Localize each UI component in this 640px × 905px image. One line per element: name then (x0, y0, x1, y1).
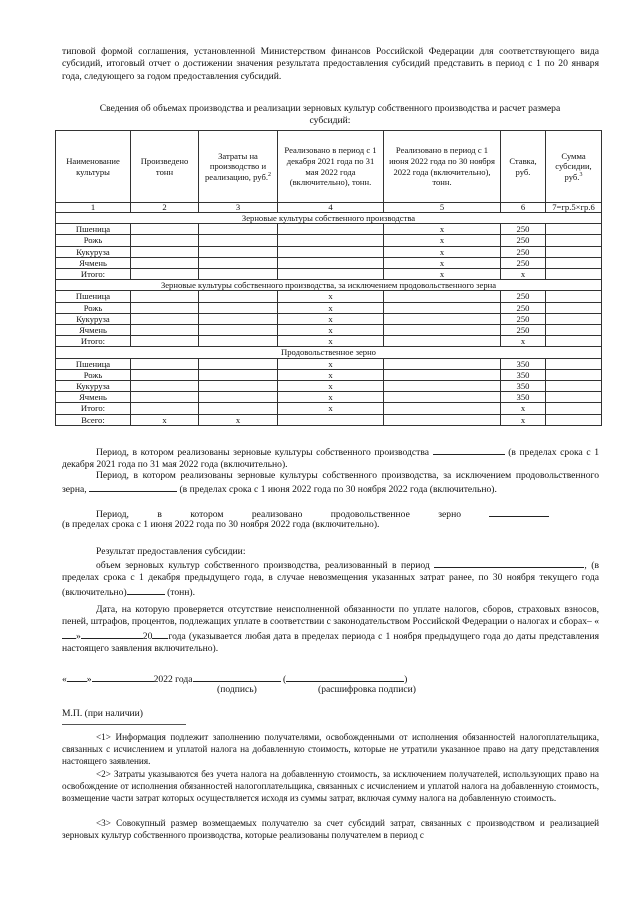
data-cell: x (384, 246, 501, 257)
data-cell: x (384, 269, 501, 280)
result-period-field[interactable] (434, 558, 584, 568)
footnote-divider (62, 724, 186, 725)
data-cell[interactable] (131, 403, 199, 414)
data-cell: 250 (501, 246, 546, 257)
culture-name-cell: Пшеница (56, 291, 131, 302)
stamp-label: М.П. (при наличии) (62, 708, 143, 719)
signature-label: (подпись) (217, 684, 257, 695)
data-cell: x (278, 358, 384, 369)
data-cell: x (278, 392, 384, 403)
data-cell[interactable] (546, 302, 602, 313)
data-cell[interactable] (546, 246, 602, 257)
data-cell[interactable] (131, 257, 199, 268)
data-cell[interactable] (384, 336, 501, 347)
data-cell: 250 (501, 325, 546, 336)
intro-paragraph (62, 46, 599, 83)
section-title: Зерновые культуры собственного производства, за исключением продовольственного зерна (56, 280, 602, 291)
table-title (95, 103, 565, 128)
data-cell: x (501, 403, 546, 414)
col-num: 7=гр.5×гр.6 (546, 203, 602, 213)
table-row (56, 381, 602, 392)
data-cell: 250 (501, 257, 546, 268)
table-section-row (56, 213, 602, 224)
culture-name-cell: Итого: (56, 403, 131, 414)
data-cell[interactable] (199, 269, 278, 280)
data-cell[interactable] (131, 358, 199, 369)
data-cell[interactable] (131, 369, 199, 380)
table-row (56, 325, 602, 336)
table-row (56, 392, 602, 403)
data-cell: x (278, 291, 384, 302)
col-num: 4 (278, 203, 384, 213)
data-cell[interactable] (278, 414, 384, 425)
intro-text: типовой формой соглашения, установленной Министерством финансов Российской Федерации для соответствующего вида субсидий, итоговый отчет о достижении значения результата предоставления субсидий представить в период с 1 по 20 января года, следующего за годом предоставления субсидий. (62, 46, 599, 82)
header-culture: Наименование культуры (56, 131, 131, 203)
table-header-row (56, 131, 602, 203)
header-produced: Произведено тонн (131, 131, 199, 203)
data-cell[interactable] (199, 235, 278, 246)
data-cell[interactable] (131, 291, 199, 302)
period-2 (62, 470, 599, 497)
header-rate: Ставка, руб. (501, 131, 546, 203)
data-cell: x (278, 381, 384, 392)
data-cell[interactable] (278, 246, 384, 257)
section-title: Продовольственное зерно (56, 347, 602, 358)
data-cell[interactable] (131, 313, 199, 324)
table-row (56, 235, 602, 246)
culture-name-cell: Пшеница (56, 224, 131, 235)
data-cell: 250 (501, 235, 546, 246)
data-cell[interactable] (199, 392, 278, 403)
data-cell: x (278, 336, 384, 347)
data-cell: x (384, 235, 501, 246)
table-row (56, 336, 602, 347)
signature-decode-label: (расшифровка подписи) (318, 684, 416, 695)
data-cell[interactable] (384, 414, 501, 425)
col-num: 6 (501, 203, 546, 213)
data-cell[interactable] (546, 257, 602, 268)
table-title-text: Сведения об объемах производства и реализации зерновых культур собственного производства и расчет размера субсидий: (99, 103, 561, 127)
data-cell[interactable] (546, 269, 602, 280)
data-cell[interactable] (199, 257, 278, 268)
signature-year: 2022 года (153, 674, 193, 685)
data-cell: 250 (501, 224, 546, 235)
data-cell: x (199, 414, 278, 425)
data-cell: 250 (501, 313, 546, 324)
table-row (56, 414, 602, 425)
data-cell: 350 (501, 369, 546, 380)
result-range: (в пределах срока с 1 декабря предыдущего года, в случае невозмещения указанных затрат ранее, по 30 ноября текущего года (включительно) (62, 560, 599, 598)
data-cell: x (501, 414, 546, 425)
period-2-range: (в пределах срока с 1 июня 2022 года по 30 ноября 2022 года (включительно). (179, 484, 497, 496)
culture-name-cell: Рожь (56, 235, 131, 246)
data-cell: x (501, 269, 546, 280)
header-sold-period-2: Реализовано в период с 1 июня 2022 года по 30 ноября 2022 года (включительно), тонн. (384, 131, 501, 203)
result-paragraph: объем зерновых культур собственного производства, реализованный в период , (в пределах срока с 1 декабря предыдущего года, в случае невозмещения указанных затрат ранее, по 30 ноября текущего года (включительно) (тонн). (62, 560, 599, 598)
header-sold-period-1: Реализовано в период с 1 декабря 2021 года по 31 мая 2022 года (включительно), тонн. (278, 131, 384, 203)
data-cell: 350 (501, 381, 546, 392)
data-cell[interactable] (131, 302, 199, 313)
table-row (56, 269, 602, 280)
data-cell[interactable] (384, 392, 501, 403)
data-cell[interactable] (278, 269, 384, 280)
table-section-row (56, 280, 602, 291)
data-cell: 350 (501, 392, 546, 403)
period-3-field[interactable] (489, 507, 549, 517)
tax-date-paragraph: Дата, на которую проверяется отсутствие неисполненной обязанности по уплате налогов, сборов, страховых взносов, пеней, штрафов, процентов, подлежащих уплате в соответствии с законодательством Российской Федерации о налогах и сборах– «» 20 года (указывается любая дата в пределах периода с 1 ноября предыдущего года до даты представления настоящего заявления включительно). (62, 604, 599, 654)
data-cell: x (384, 224, 501, 235)
data-cell[interactable] (131, 336, 199, 347)
footnote-1: <1> Информация подлежит заполнению получателями, освобожденными от исполнения обязанностей налогоплательщика, связанных с исчислением и уплатой налога на добавленную стоимость, которые не утратили указанное право на дату представления настоящего заявления. (62, 732, 599, 767)
table-row (56, 403, 602, 414)
col-num: 3 (199, 203, 278, 213)
data-cell[interactable] (131, 235, 199, 246)
data-cell[interactable] (131, 246, 199, 257)
period-3-range: (в пределах срока с 1 июня 2022 года по 30 ноября 2022 года (включительно). (62, 519, 380, 530)
table-section-row (56, 347, 602, 358)
period-1-text: Период, в котором реализованы зерновые культуры собственного производства (96, 447, 430, 458)
period-2-field[interactable] (89, 482, 177, 492)
signature-field[interactable] (193, 672, 281, 682)
culture-name-cell: Рожь (56, 302, 131, 313)
data-cell[interactable] (131, 392, 199, 403)
signature-day-field[interactable] (67, 672, 87, 682)
data-cell[interactable] (546, 369, 602, 380)
result-unit: (тонн). (167, 586, 196, 598)
data-cell[interactable] (199, 291, 278, 302)
table-row (56, 257, 602, 268)
data-cell[interactable] (546, 224, 602, 235)
col-num: 2 (131, 203, 199, 213)
data-cell: 250 (501, 302, 546, 313)
period-1-field[interactable] (433, 445, 505, 455)
column-number-row (56, 203, 602, 213)
data-cell[interactable] (199, 358, 278, 369)
data-cell[interactable] (546, 403, 602, 414)
data-cell: x (384, 257, 501, 268)
data-cell[interactable] (546, 235, 602, 246)
data-cell[interactable] (384, 369, 501, 380)
data-cell[interactable] (199, 246, 278, 257)
data-cell: x (131, 414, 199, 425)
data-cell[interactable] (384, 381, 501, 392)
data-cell[interactable] (384, 358, 501, 369)
table-row (56, 246, 602, 257)
tax-day-field[interactable] (62, 629, 76, 639)
data-cell[interactable] (384, 403, 501, 414)
data-cell: 250 (501, 291, 546, 302)
table-row (56, 358, 602, 369)
data-cell[interactable] (199, 224, 278, 235)
table-row (56, 313, 602, 324)
data-cell[interactable] (278, 235, 384, 246)
data-cell: x (278, 325, 384, 336)
data-cell[interactable] (199, 403, 278, 414)
data-cell[interactable] (384, 313, 501, 324)
data-cell[interactable] (278, 257, 384, 268)
result-heading: Результат предоставления субсидии: (96, 546, 246, 557)
culture-name-cell: Рожь (56, 369, 131, 380)
culture-name-cell: Кукуруза (56, 381, 131, 392)
data-cell[interactable] (131, 325, 199, 336)
culture-name-cell: Итого: (56, 336, 131, 347)
data-cell[interactable] (199, 325, 278, 336)
period-3-text: Период, в котором реализовано продовольственное зерно (96, 509, 462, 520)
table-row (56, 302, 602, 313)
culture-name-cell: Ячмень (56, 257, 131, 268)
table-row (56, 369, 602, 380)
data-cell[interactable] (546, 336, 602, 347)
result-tonnage-field[interactable] (127, 585, 165, 595)
data-cell[interactable] (278, 224, 384, 235)
data-cell: x (278, 313, 384, 324)
culture-name-cell: Пшеница (56, 358, 131, 369)
tax-year-field[interactable] (152, 629, 168, 639)
header-subsidy-amount: Сумма субсидии, руб.$^3$ (546, 131, 602, 203)
tax-month-field[interactable] (81, 629, 143, 639)
data-cell[interactable] (384, 302, 501, 313)
signature-decode-field[interactable] (286, 672, 404, 682)
data-cell[interactable] (131, 224, 199, 235)
data-cell[interactable] (546, 392, 602, 403)
data-cell[interactable] (546, 291, 602, 302)
subsidy-table (55, 130, 602, 426)
data-cell: x (278, 403, 384, 414)
col-num: 1 (56, 203, 131, 213)
data-cell: 350 (501, 358, 546, 369)
result-text: объем зерновых культур собственного производства, реализованный в период (96, 560, 430, 571)
data-cell[interactable] (131, 269, 199, 280)
data-cell: x (501, 336, 546, 347)
period-2-text: Период, в котором реализованы зерновые культуры собственного производства, за исключением продовольственного зерна, (62, 470, 599, 496)
data-cell[interactable] (199, 381, 278, 392)
data-cell[interactable] (131, 381, 199, 392)
data-cell[interactable] (199, 302, 278, 313)
footnote-2: <2> Затраты указываются без учета налога на добавленную стоимость, за исключением получателей, использующих право на освобождение от исполнения обязанностей налогоплательщика, связанных с исчислением и уплатой налога на добавленную стоимость, возмещение части затрат которых осуществляется исходя из суммы затрат, включая сумму налога на добавленную стоимость. (62, 769, 599, 804)
culture-name-cell: Кукуруза (56, 313, 131, 324)
culture-name-cell: Ячмень (56, 325, 131, 336)
data-cell[interactable] (546, 313, 602, 324)
table-row (56, 291, 602, 302)
signature-month-field[interactable] (92, 672, 154, 682)
culture-name-cell: Ячмень (56, 392, 131, 403)
period-1-range: (в пределах срока с 1 декабря 2021 года по 31 мая 2022 года (включительно). (62, 447, 599, 471)
table-row (56, 224, 602, 235)
culture-name-cell: Кукуруза (56, 246, 131, 257)
signature-row: « » 2022 года ( ) (62, 674, 408, 685)
data-cell[interactable] (199, 313, 278, 324)
section-title: Зерновые культуры собственного производства (56, 213, 602, 224)
header-costs: Затраты на производство и реализацию, руб.$^2$ (199, 131, 278, 203)
data-cell[interactable] (199, 336, 278, 347)
col-num: 5 (384, 203, 501, 213)
data-cell[interactable] (384, 325, 501, 336)
data-cell[interactable] (546, 381, 602, 392)
data-cell: x (278, 369, 384, 380)
culture-name-cell: Итого: (56, 269, 131, 280)
period-1 (62, 445, 599, 472)
data-cell[interactable] (199, 369, 278, 380)
footnote-3: <3> Совокупный размер возмещаемых получателю за счет субсидий затрат, связанных с производством и реализацией зерновых культур собственного производства, которые реализованы получателем в период с (62, 818, 599, 841)
data-cell[interactable] (384, 291, 501, 302)
data-cell: x (278, 302, 384, 313)
data-cell[interactable] (546, 358, 602, 369)
data-cell[interactable] (546, 325, 602, 336)
data-cell[interactable] (546, 414, 602, 425)
culture-name-cell: Всего: (56, 414, 131, 425)
